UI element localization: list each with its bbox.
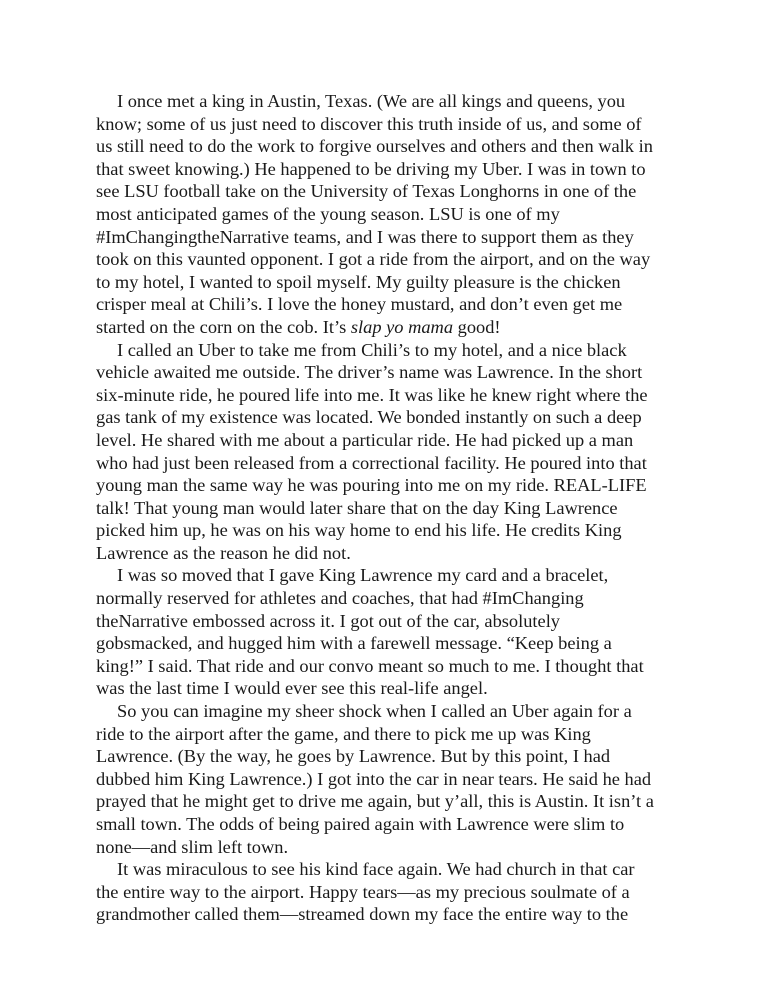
text-line: king!” I said. That ride and our convo meant so much to me. I thought that <box>96 655 644 676</box>
text-line: crisper meal at Chili’s. I love the honey mustard, and don’t even get me <box>96 294 623 315</box>
text-line: to my hotel, I wanted to spoil myself. My guilty pleasure is the chicken <box>96 271 621 292</box>
text-line: vehicle awaited me outside. The driver’s name was Lawrence. In the short <box>96 362 643 383</box>
text-line: gobsmacked, and hugged him with a farewell message. “Keep being a <box>96 633 612 654</box>
text-line: talk! That young man would later share that on the day King Lawrence <box>96 497 618 518</box>
text-line: I called an Uber to take me from Chili’s to my hotel, and a nice black <box>117 339 627 360</box>
text-run: started on the corn on the cob. It’s <box>96 316 351 337</box>
text-line: #ImChangingtheNarrative teams, and I was there to support them as they <box>96 226 634 247</box>
text-line: who had just been released from a correctional facility. He poured into that <box>96 452 647 473</box>
text-line: normally reserved for athletes and coaches, that had #ImChanging <box>96 588 584 609</box>
text-line: dubbed him King Lawrence.) I got into the car in near tears. He said he had <box>96 768 652 789</box>
text-line: I was so moved that I gave King Lawrence my card and a bracelet, <box>117 565 609 586</box>
text-line: most anticipated games of the young season. LSU is one of my <box>96 203 560 224</box>
text-line: I once met a king in Austin, Texas. (We are all kings and queens, you <box>117 91 626 111</box>
text-line: Lawrence. (By the way, he goes by Lawrence. But by this point, I had <box>96 746 611 767</box>
text-line: grandmother called them—streamed down my face the entire way to the <box>96 904 629 925</box>
paragraph-2 <box>96 339 686 565</box>
paragraph-4 <box>96 700 686 858</box>
text-line: none—and slim left town. <box>96 836 289 857</box>
text-line: It was miraculous to see his kind face again. We had church in that car <box>117 859 635 880</box>
text-line: ride to the airport after the game, and there to pick me up was King <box>96 723 591 744</box>
text-line: Lawrence as the reason he did not. <box>96 542 351 563</box>
text-line: the entire way to the airport. Happy tears—as my precious soulmate of a <box>96 881 630 902</box>
text-line: us still need to do the work to forgive ourselves and others and then walk in <box>96 136 653 157</box>
text-line: prayed that he might get to drive me again, but y’all, this is Austin. It isn’t a <box>96 791 654 812</box>
text-line: see LSU football take on the University of Texas Longhorns in one of the <box>96 181 637 202</box>
text-line: was the last time I would ever see this real-life angel. <box>96 678 488 699</box>
text-line: young man the same way he was pouring into me on my ride. REAL-LIFE <box>96 475 647 496</box>
text-line: know; some of us just need to discover this truth inside of us, and some of <box>96 113 642 134</box>
paragraph-5 <box>96 858 686 926</box>
text-line: theNarrative embossed across it. I got out of the car, absolutely <box>96 610 560 631</box>
text-line: gas tank of my existence was located. We bonded instantly on such a deep <box>96 407 642 428</box>
paragraph-1 <box>96 90 686 339</box>
paragraph-3 <box>96 564 686 700</box>
text-line: picked him up, he was on his way home to end his life. He credits King <box>96 520 622 541</box>
text-line <box>96 316 686 339</box>
text-line: took on this vaunted opponent. I got a ride from the airport, and on the way <box>96 249 651 270</box>
text-line: that sweet knowing.) He happened to be driving my Uber. I was in town to <box>96 158 646 179</box>
italic-phrase: slap yo mama <box>350 316 454 337</box>
text-line: small town. The odds of being paired again with Lawrence were slim to <box>96 814 625 834</box>
text-line: level. He shared with me about a particular ride. He had picked up a man <box>96 429 634 450</box>
text-line: six-minute ride, he poured life into me. It was like he knew right where the <box>96 384 648 405</box>
text-line: So you can imagine my sheer shock when I called an Uber again for a <box>117 701 632 722</box>
page-body-text <box>96 90 686 926</box>
text-run: good! <box>453 316 501 337</box>
